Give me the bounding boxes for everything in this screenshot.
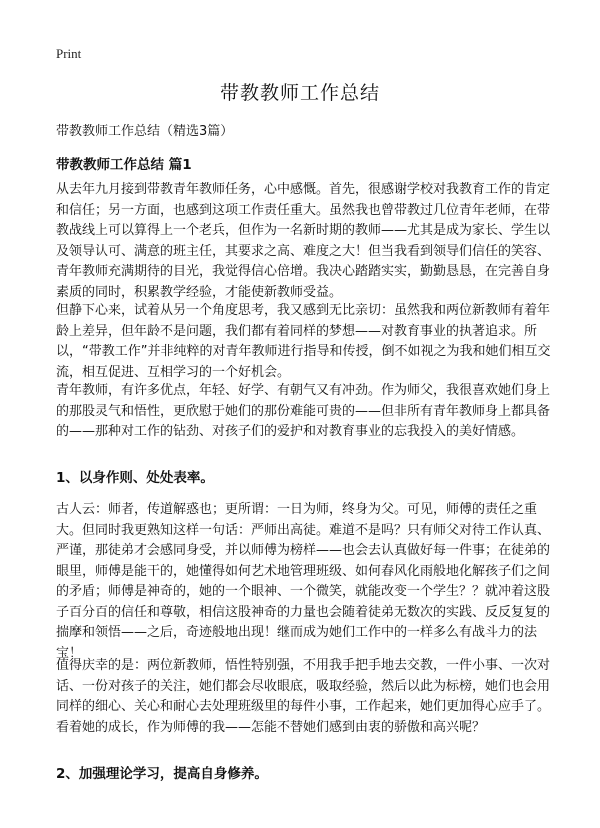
point-1-heading: 1、以身作则、处处表率。 bbox=[56, 470, 214, 486]
print-label[interactable]: Print bbox=[56, 46, 82, 61]
section-heading: 带教教师工作总结 篇1 bbox=[56, 157, 192, 173]
point-2-heading: 2、加强理论学习，提高自身修养。 bbox=[56, 766, 268, 782]
paragraph-3: 青年教师，有许多优点，年轻、好学、有朝气又有冲劲。作为师父，我很喜欢她们身上的那股灵气和悟性，更欣慰于她们的那份难能可贵的——但非所有青年教师身上都具备的——那种对工作的钻劲、对孩子们的爱护和对教育事业的忘我投入的美好情感。 bbox=[56, 383, 551, 439]
paragraph-1: 从去年九月接到带教青年教师任务，心中感慨。首先，很感谢学校对我教育工作的肯定和信任；另一方面，也感到这项工作责任重大。虽然我也曾带教过几位青年老师，在带教战线上可以算得上一个老兵，但作为一名新时期的教师——尤其是成为家长、学生以及领导认可、满意的班主任，其要求之高、难度之大！但当我看到领导们信任的笑容、青年教师充满期待的目光，我觉得信心倍增。我决心踏踏实实，勤勤恳恳，在完善自身素质的同时，积累教学经验，才能使新教师受益。 bbox=[56, 182, 551, 300]
point-1-paragraph-1: 古人云：师者，传道解惑也；更所谓：一日为师，终身为父。可见，师傅的责任之重大。但同时我更熟知这样一句话：严师出高徒。难道不是吗？只有师父对待工作认真、严谨，那徒弟才会感同身受，并以师傅为榜样——也会去认真做好每一件事；在徒弟的眼里，师傅是能干的，她懂得如何艺术地管理班级、如何春风化雨般地化解孩子们之间的矛盾；师傅是神奇的，她的一个眼神、一个微笑，就能改变一个学生？？就冲着这股子百分百的信任和尊敬，相信这股神奇的力量也会随着徒弟无数次的实践、反反复复的揣摩和领悟——之后，奇迹般地出现！继而成为她们工作中的一样多么有战斗力的法宝！ bbox=[56, 502, 551, 661]
page-title: 带教教师工作总结 bbox=[219, 82, 380, 104]
point-1-paragraph-2: 值得庆幸的是：两位新教师，悟性特别强，不用我手把手地去交教，一件小事、一次对话、一份对孩子的关注，她们都会尽收眼底，吸取经验，然后以此为标榜，她们也会用同样的细心、关心和耐心去处理班级里的每件小事，工作起来，她们更加得心应手了。看着她的成长，作为师傅的我——怎能不替她们感到由衷的骄傲和高兴呢？ bbox=[56, 658, 551, 735]
document-subtitle: 带教教师工作总结（精选3篇） bbox=[56, 124, 234, 139]
paragraph-2: 但静下心来，试着从另一个角度思考，我又感到无比亲切：虽然我和两位新教师有着年龄上差异，但年龄不是问题，我们都有着同样的梦想——对教育事业的执著追求。所以，“带教工作”并非纯粹的对青年教师进行指导和传授，倒不如视之为我和她们相互交流，相互促进、互相学习的一个好机会。 bbox=[56, 303, 551, 380]
